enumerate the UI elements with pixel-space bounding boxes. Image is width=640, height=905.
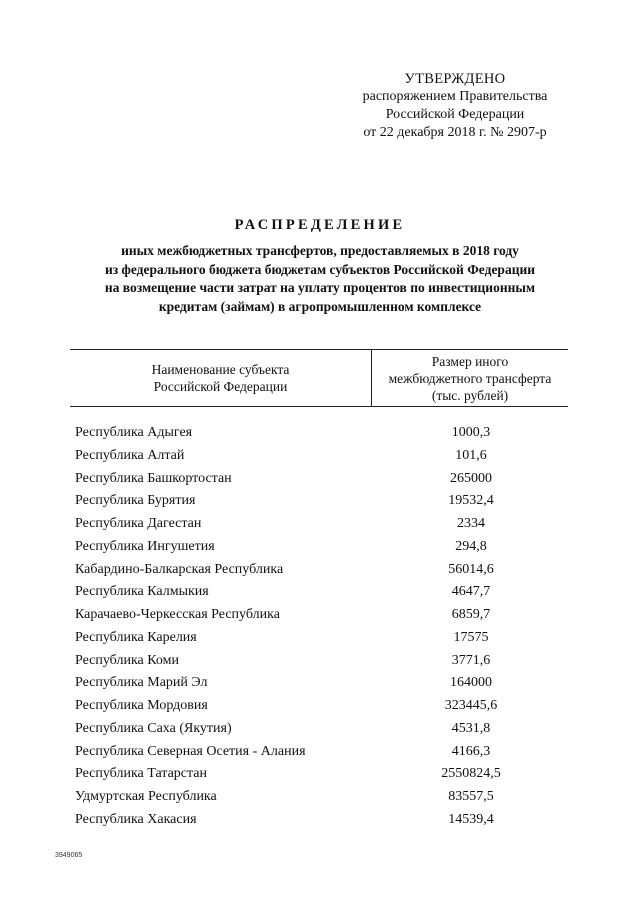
header-region-column <box>70 350 371 406</box>
table-row <box>75 652 575 675</box>
table-header <box>70 349 568 407</box>
region-name: Республика Калмыкия <box>75 584 209 600</box>
header-amount-column <box>372 350 568 406</box>
transfer-amount: 2334 <box>457 516 485 531</box>
transfer-amount: 164000 <box>450 675 492 691</box>
transfer-amount: 323445,6 <box>444 698 498 713</box>
table-row <box>75 447 575 470</box>
table-row <box>75 788 575 811</box>
transfer-amount: 6859,7 <box>451 607 491 622</box>
transfer-amount: 101,6 <box>455 447 487 463</box>
region-name: Республика Коми <box>75 652 179 668</box>
table-row <box>75 720 575 743</box>
table-row <box>75 424 575 447</box>
transfer-amount: 14539,4 <box>448 811 494 827</box>
table-row <box>75 583 575 606</box>
region-name: Республика Адыгея <box>75 425 193 440</box>
table-row <box>75 697 575 720</box>
transfer-amount: 4647,7 <box>451 584 491 600</box>
table-row <box>75 561 575 584</box>
region-name: Республика Хакасия <box>75 811 197 827</box>
table-row <box>75 470 575 493</box>
region-name: Республика Татарстан <box>75 766 208 782</box>
subtitle-line-1: иных межбюджетных трансфертов, предоставляемых в 2018 году <box>121 243 519 258</box>
subtitle-line-4: кредитам (займам) в агропромышленном комплексе <box>158 298 482 314</box>
table-row <box>75 811 575 834</box>
transfer-amount: 56014,6 <box>448 561 494 577</box>
approval-heading: УТВЕРЖДЕНО <box>404 71 506 87</box>
header-region-line-1: Наименование субъекта <box>151 362 290 377</box>
header-amount-line-1: Размер иного <box>431 353 509 369</box>
table-row <box>75 743 575 766</box>
transfer-amount: 265000 <box>450 470 492 486</box>
table-row <box>75 674 575 697</box>
approval-line-3: от 22 декабря 2018 г. № 2907-р <box>363 125 547 140</box>
approval-line-2: Российской Федерации <box>385 107 525 122</box>
region-name: Кабардино-Балкарская Республика <box>75 561 284 577</box>
transfer-amount: 2550824,5 <box>441 766 501 782</box>
transfer-amount: 17575 <box>453 629 489 645</box>
region-name: Республика Марий Эл <box>75 675 208 691</box>
document-title: РАСПРЕДЕЛЕНИЕ <box>234 217 406 233</box>
table-row <box>75 629 575 652</box>
transfer-amount: 294,8 <box>455 538 487 554</box>
region-name: Республика Башкортостан <box>75 470 232 486</box>
approval-stamp <box>330 70 580 142</box>
region-name: Удмуртская Республика <box>75 789 217 804</box>
region-name: Республика Алтай <box>75 447 185 463</box>
region-name: Республика Ингушетия <box>75 538 215 554</box>
transfer-amount: 1000,3 <box>451 425 491 440</box>
header-amount-line-2: межбюджетного трансферта <box>388 370 552 386</box>
table-row <box>75 492 575 515</box>
table-row <box>75 538 575 561</box>
subtitle-line-2: из федерального бюджета бюджетам субъектов Российской Федерации <box>104 261 536 277</box>
table-body <box>75 424 575 834</box>
transfer-amount: 83557,5 <box>448 789 494 804</box>
document-subtitle <box>60 242 580 316</box>
table-row <box>75 765 575 788</box>
region-name: Карачаево-Черкесская Республика <box>75 607 280 622</box>
transfer-amount: 19532,4 <box>448 493 494 509</box>
approval-line-1: распоряжением Правительства <box>362 89 548 104</box>
table-row <box>75 606 575 629</box>
table-row <box>75 515 575 538</box>
header-amount-line-3: (тыс. рублей) <box>431 387 509 403</box>
region-name: Республика Мордовия <box>75 698 208 713</box>
region-name: Республика Карелия <box>75 629 197 645</box>
transfer-amount: 4166,3 <box>451 743 491 759</box>
region-name: Республика Северная Осетия - Алания <box>75 743 306 759</box>
region-name: Республика Бурятия <box>75 493 196 509</box>
region-name: Республика Дагестан <box>75 516 202 531</box>
transfer-amount: 3771,6 <box>451 652 491 668</box>
document-code: 3949065 <box>55 852 83 859</box>
header-region-line-2: Российской Федерации <box>153 379 288 394</box>
region-name: Республика Саха (Якутия) <box>75 720 232 736</box>
transfer-amount: 4531,8 <box>451 720 491 736</box>
subtitle-line-3: на возмещение части затрат на уплату процентов по инвестиционным <box>104 280 536 295</box>
